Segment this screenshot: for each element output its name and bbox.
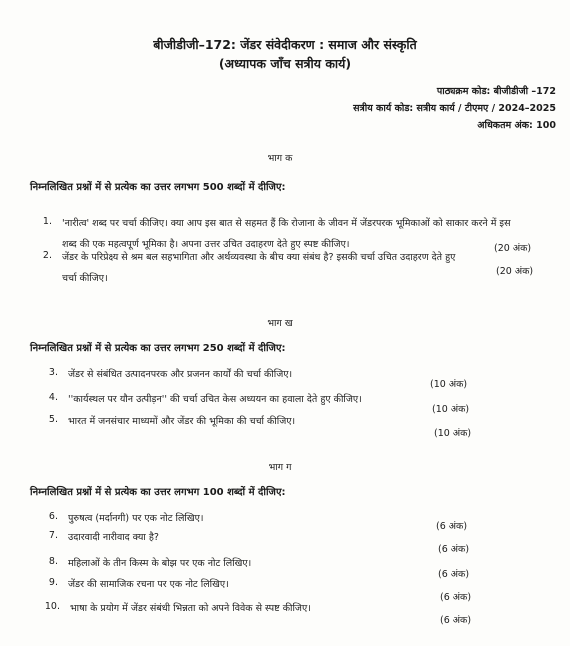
question-text: भारत में जनसंचार माध्यमों और जेंडर की भूमिका की चर्चा कीजिए। <box>68 416 296 427</box>
question-marks: (6 अंक) <box>440 592 472 603</box>
question-marks: (10 अंक) <box>432 404 470 415</box>
course-code: पाठ्यक्रम कोड: बीजीडीजी –172 <box>436 86 556 97</box>
question-text: 'नारीत्व' शब्द पर चर्चा कीजिए। क्या आप इस बात से सहमत हैं कि रोजाना के जीवन में जेंडरपरक भूमिकाओं को साकार करने में इस <box>62 218 511 229</box>
part-b-heading: भाग ख <box>267 318 293 329</box>
part-a-heading: भाग क <box>267 153 293 164</box>
question-text: जेंडर से संबंधित उत्पादनपरक और प्रजनन कार्यों की चर्चा कीजिए। <box>68 369 293 380</box>
part-c-heading: भाग ग <box>268 462 292 473</box>
question-text: उदारवादी नारीवाद क्या है? <box>68 532 159 543</box>
question-number: 5. <box>48 414 58 425</box>
question-marks: (10 अंक) <box>430 379 468 390</box>
part-b-instruction: निम्नलिखित प्रश्नों में से प्रत्येक का उत्तर लगभग 250 शब्दों में दीजिए: <box>30 343 286 354</box>
question-marks: (6 अंक) <box>436 521 468 532</box>
question-marks: (20 अंक) <box>496 266 534 277</box>
question-number: 9. <box>48 577 58 588</box>
question-marks: (10 अंक) <box>434 428 472 439</box>
question-number: 10. <box>44 601 60 612</box>
question-text: पुरुषत्व (मर्दानगी) पर एक नोट लिखिए। <box>68 513 204 524</box>
question-text: भाषा के प्रयोग में जेंडर संबंधी भिन्नता को अपने विवेक से स्पष्ट कीजिए। <box>70 603 311 614</box>
question-number: 3. <box>48 367 58 378</box>
max-marks: अधिकतम अंक: 100 <box>477 120 556 131</box>
part-a-instruction: निम्नलिखित प्रश्नों में से प्रत्येक का उत्तर लगभग 500 शब्दों में दीजिए: <box>30 182 286 193</box>
part-c-instruction: निम्नलिखित प्रश्नों में से प्रत्येक का उत्तर लगभग 100 शब्दों में दीजिए: <box>30 487 286 498</box>
document-title: बीजीडीजी–172: जेंडर संवेदीकरण : समाज और संस्कृति <box>153 37 417 52</box>
question-number: 7. <box>48 530 58 541</box>
question-number: 4. <box>48 392 58 403</box>
question-marks: (6 अंक) <box>438 569 470 580</box>
question-marks: (6 अंक) <box>438 544 470 555</box>
question-number: 1. <box>42 216 52 227</box>
question-number: 8. <box>48 556 58 567</box>
question-text: जेंडर के परिप्रेक्ष्य से श्रम बल सहभागिता और अर्थव्यवस्था के बीच क्या संबंध है? इसकी चर्चा उचित उदाहरण देते हुए <box>62 252 456 263</box>
question-text: चर्चा कीजिए। <box>62 273 108 284</box>
question-number: 2. <box>42 250 52 261</box>
question-text: शब्द की एक महत्वपूर्ण भूमिका है। अपना उत्तर उचित उदाहरण देते हुए स्पष्ट कीजिए। <box>62 239 350 250</box>
question-text: ''कार्यस्थल पर यौन उत्पीड़न'' की चर्चा उचित केस अध्ययन का हवाला देते हुए कीजिए। <box>68 394 362 405</box>
document-subtitle: (अध्यापक जाँच सत्रीय कार्य) <box>218 56 352 71</box>
question-number: 6. <box>48 511 58 522</box>
question-text: महिलाओं के तीन किस्म के बोझ पर एक नोट लिखिए। <box>68 558 252 569</box>
question-marks: (6 अंक) <box>440 615 472 626</box>
assignment-code: सत्रीय कार्य कोड: सत्रीय कार्य / टीएमए / 2024–2025 <box>353 103 556 114</box>
question-marks: (20 अंक) <box>494 243 532 254</box>
question-text: जेंडर की सामाजिक रचना पर एक नोट लिखिए। <box>68 579 229 590</box>
